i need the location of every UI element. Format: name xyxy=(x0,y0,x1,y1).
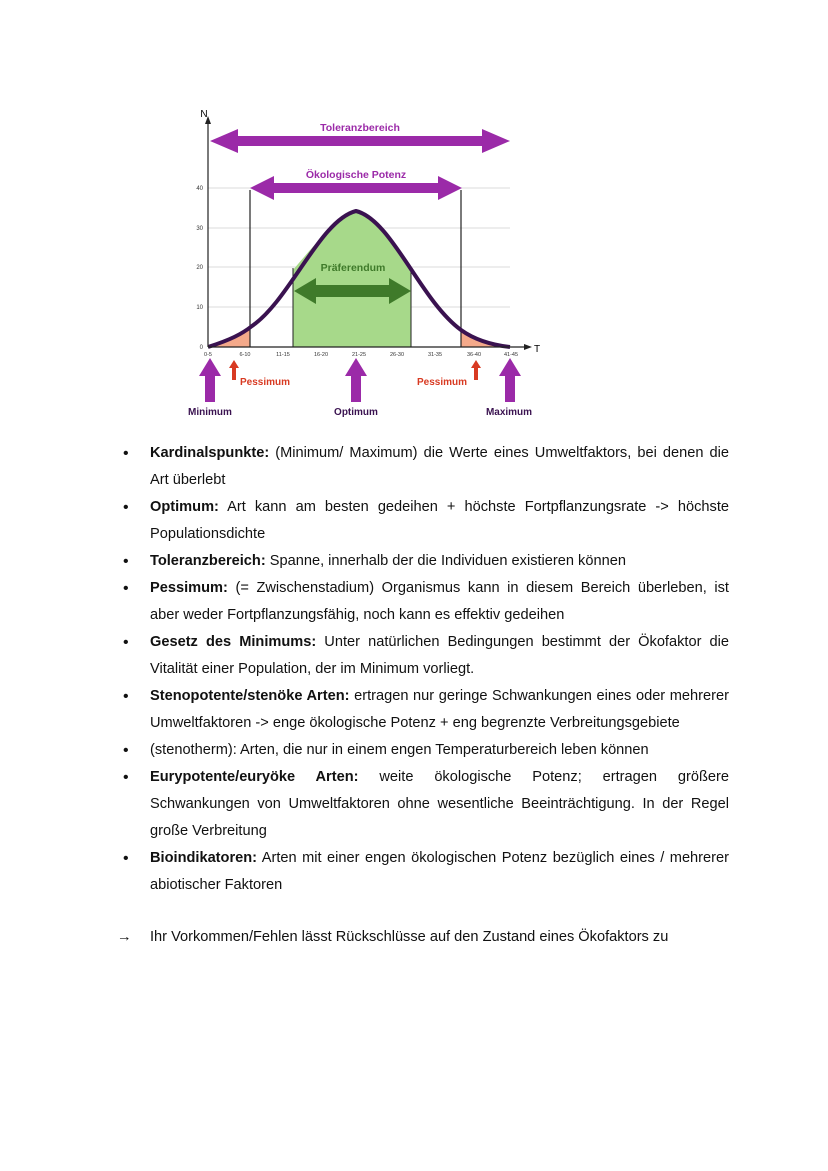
x-tick-label: 26-30 xyxy=(389,352,405,358)
list-item: • (stenotherm): Arten, die nur in einem engen Temperaturbereich leben können xyxy=(123,742,649,759)
pessimum-left-label: Pessimum xyxy=(240,377,291,388)
x-tick-label: 6-10 xyxy=(239,352,251,358)
pessimum-right-arrow xyxy=(471,360,481,380)
optimum-arrow xyxy=(345,358,367,402)
term: Pessimum: xyxy=(150,580,228,596)
definition: Art kann am besten gedeihen + höchste Fortpflanzungsrate -> höchste Populationsdichte xyxy=(150,499,729,542)
x-tick-label: 31-35 xyxy=(427,352,443,358)
definition-list xyxy=(117,440,729,899)
x-tick-label: 41-45 xyxy=(503,352,519,358)
y-tick-label: 0 xyxy=(199,345,203,351)
y-tick-label: 40 xyxy=(196,186,203,192)
list-item: • Eurypotente/euryöke Arten: weite ökologische Potenz; ertragen größere Schwankungen von Umweltfaktoren ohne wesentliche Beeinträchtigung. In der Regel große Verbreitung xyxy=(123,769,729,839)
term: Kardinalspunkte: xyxy=(150,445,270,461)
definition: (= Zwischenstadium) Organismus kann in diesem Bereich überleben, ist aber weder Fortpflanzungsfähig, noch kann es effektiv gedeihen xyxy=(150,580,729,623)
term: Stenopotente/stenöke Arten: xyxy=(150,688,350,704)
minimum-label: Minimum xyxy=(188,407,232,418)
pessimum-right-label: Pessimum xyxy=(416,377,467,388)
y-tick-label: 30 xyxy=(196,226,203,232)
y-axis-label: N xyxy=(200,109,208,120)
definition: Unter natürlichen Bedingungen bestimmt der Ökofaktor die Vitalität einer Population, der im Minimum vorliegt. xyxy=(150,634,729,677)
tolerance-diagram xyxy=(170,100,560,430)
y-tick-label: 10 xyxy=(196,305,203,311)
list-item: • Toleranzbereich: Spanne, innerhalb der die Individuen existieren können xyxy=(123,553,626,570)
conclusion-text: Ihr Vorkommen/Fehlen lässt Rückschlüsse auf den Zustand eines Ökofaktors zu xyxy=(150,929,669,945)
y-tick-labels xyxy=(196,186,203,351)
x-tick-label: 36-40 xyxy=(466,352,482,358)
praeferendum-label: Präferendum xyxy=(320,262,386,274)
list-item: • Bioindikatoren: Arten mit einer engen ökologischen Potenz bezüglich eines / mehrerer abiotischer Faktoren xyxy=(123,850,729,893)
conclusion-line xyxy=(117,924,729,951)
list-item: • Pessimum: (= Zwischenstadium) Organismus kann in diesem Bereich überleben, ist aber weder Fortpflanzungsfähig, noch kann es effektiv gedeihen xyxy=(123,580,729,623)
term: Toleranzbereich: xyxy=(150,553,266,569)
right-arrow-icon: → xyxy=(117,929,132,945)
term: Optimum: xyxy=(150,499,219,515)
list-item: • Kardinalspunkte: (Minimum/ Maximum) die Werte eines Umweltfaktors, bei denen die Art überlebt xyxy=(123,445,729,488)
definition: ertragen nur geringe Schwankungen eines oder mehrerer Umweltfaktoren -> enge ökologische Potenz + eng begrenzte Verbreitungsgebiete xyxy=(150,688,729,731)
definition: Spanne, innerhalb der die Individuen existieren können xyxy=(265,553,626,569)
toleranz-label: Toleranzbereich xyxy=(320,122,400,134)
x-tick-label: 16-20 xyxy=(313,352,329,358)
definition: weite ökologische Potenz; ertragen größere Schwankungen von Umweltfaktoren ohne wesentliche Beeinträchtigung. In der Regel große Verbreitung xyxy=(150,769,729,839)
list-item: • Gesetz des Minimums: Unter natürlichen Bedingungen bestimmt der Ökofaktor die Vitalität einer Population, der im Minimum vorliegt. xyxy=(123,634,729,677)
list-item: • Stenopotente/stenöke Arten: ertragen nur geringe Schwankungen eines oder mehrerer Umweltfaktoren -> enge ökologische Potenz + eng begrenzte Verbreitungsgebiete xyxy=(123,688,729,731)
x-tick-label: 11-15 xyxy=(276,352,290,358)
term: Bioindikatoren: xyxy=(150,850,258,866)
x-axis-label: T xyxy=(534,344,541,355)
x-tick-label: 0-5 xyxy=(204,352,212,358)
maximum-arrow xyxy=(499,358,521,402)
x-tick-label: 21-25 xyxy=(351,352,367,358)
pessimum-left-arrow xyxy=(229,360,239,380)
praeferendum-area xyxy=(293,211,411,347)
minimum-arrow xyxy=(199,358,221,402)
definition: (stenotherm): Arten, die nur in einem engen Temperaturbereich leben können xyxy=(150,742,649,758)
list-item: • Optimum: Art kann am besten gedeihen + höchste Fortpflanzungsrate -> höchste Populationsdichte xyxy=(123,499,729,542)
maximum-label: Maximum xyxy=(485,407,533,418)
definition: Arten mit einer engen ökologischen Potenz bezüglich eines / mehrerer abiotischer Faktoren xyxy=(150,850,729,893)
term: Eurypotente/euryöke Arten: xyxy=(150,769,359,785)
y-tick-label: 20 xyxy=(196,265,203,271)
x-axis-arrowhead xyxy=(524,344,532,350)
potenz-label: Ökologische Potenz xyxy=(305,169,407,181)
x-tick-labels xyxy=(204,352,518,358)
definition: (Minimum/ Maximum) die Werte eines Umweltfaktors, bei denen die Art überlebt xyxy=(150,445,729,488)
term: Gesetz des Minimums: xyxy=(150,634,317,650)
optimum-label: Optimum xyxy=(334,407,378,418)
